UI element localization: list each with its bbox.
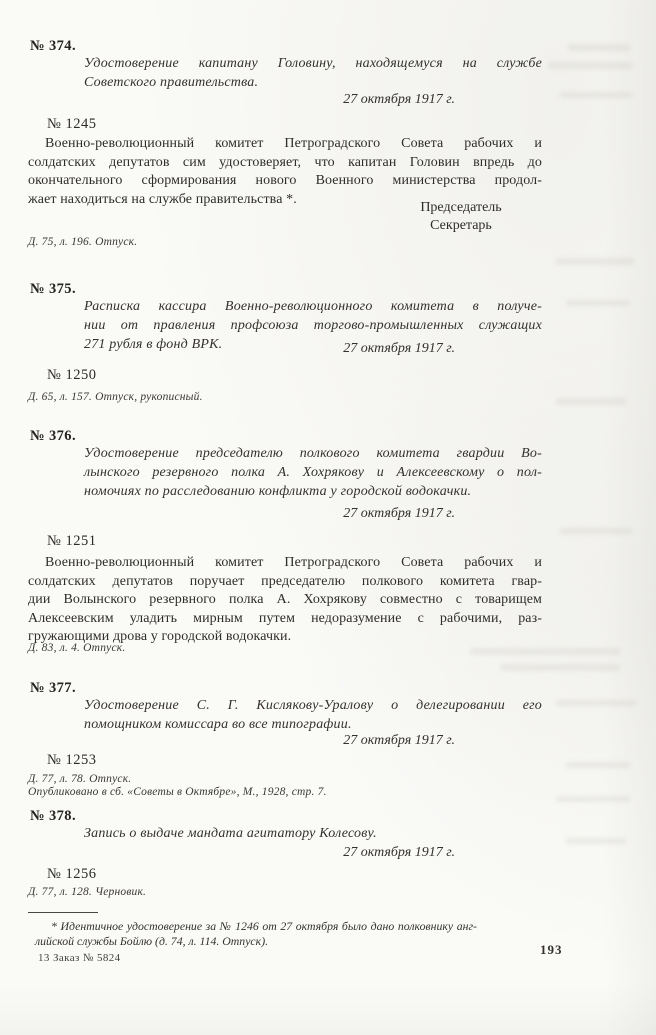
doc-body-line: жает находиться на службе правительства *. — [28, 191, 297, 207]
printer-imprint: 13 Заказ № 5824 — [38, 952, 121, 964]
doc-heading-line: Расписка кассира Военно-революционного комитета в получе- — [84, 299, 542, 314]
doc-heading-line: Удостоверение председателю полкового комитета гвардии Во- — [84, 446, 542, 461]
doc-number: № 375. — [30, 281, 76, 297]
doc-body-line: солдатских депутатов поручает председателю полкового комитета гвар- — [28, 573, 542, 589]
doc-body-line: Военно-революционный комитет Петроградского Совета рабочих и — [45, 555, 542, 570]
archive-reference: Д. 77, л. 128. Черновик. — [28, 886, 147, 898]
signature-chairman: Председатель — [420, 200, 502, 215]
footnote-separator — [28, 912, 98, 913]
archive-reference: Д. 77, л. 78. Отпуск. — [28, 773, 132, 785]
doc-heading-line: Запись о выдаче мандата агитатору Колесову. — [84, 826, 377, 841]
bleed-through-artifact — [560, 92, 632, 98]
doc-heading — [84, 696, 542, 734]
bleed-through-artifact — [566, 838, 626, 844]
bleed-through-artifact — [556, 796, 630, 802]
doc-heading-line: номочиях по расследованию конфликта у городской водокачки. — [84, 484, 472, 499]
doc-reg-number: № 1256 — [47, 866, 97, 882]
footnote-line: лийской службы Бойлю (д. 74, л. 114. Отпуск). — [35, 933, 269, 948]
publication-reference: Опубликовано в сб. «Советы в Октябре», М., 1928, стр. 7. — [28, 786, 327, 798]
doc-date: 27 октября 1917 г. — [343, 733, 455, 748]
archive-reference: Д. 83, л. 4. Отпуск. — [28, 642, 126, 654]
bleed-through-artifact — [556, 398, 626, 405]
bleed-through-artifact — [566, 762, 630, 768]
signature-block — [378, 199, 544, 235]
doc-reg-number: № 1251 — [47, 533, 97, 549]
footnote — [35, 919, 477, 948]
doc-date: 27 октября 1917 г. — [343, 92, 455, 107]
doc-heading-line: лынского резервного полка А. Хохрякову и Алексеевскому о пол- — [84, 465, 542, 480]
bleed-through-artifact — [470, 648, 620, 655]
doc-heading-line: Удостоверение С. Г. Кислякову-Уралову о делегировании его — [84, 698, 542, 713]
doc-heading — [84, 824, 542, 843]
doc-number: № 374. — [30, 38, 76, 54]
bleed-through-artifact — [560, 528, 632, 534]
doc-heading — [84, 444, 542, 501]
doc-heading-line: помощником комиссара во все типографии. — [84, 717, 352, 732]
doc-heading-line: Советского правительства. — [84, 75, 259, 90]
doc-date: 27 октября 1917 г. — [343, 341, 455, 356]
doc-reg-number: № 1253 — [47, 752, 97, 768]
doc-body-line: дии Волынского резервного полка А. Хохрякову совместно с товарищем — [28, 592, 542, 607]
doc-reg-number: № 1250 — [47, 367, 97, 383]
doc-number: № 376. — [30, 428, 76, 444]
doc-body — [28, 554, 542, 647]
doc-number: № 377. — [30, 680, 76, 696]
doc-number: № 378. — [30, 808, 76, 824]
doc-heading-line: Удостоверение капитану Головину, находящемуся на службе — [84, 56, 542, 71]
archive-reference: Д. 65, л. 157. Отпуск, рукописный. — [28, 391, 203, 403]
doc-body-line: окончательного сформирования нового Военного министерства продол- — [28, 173, 542, 188]
doc-reg-number: № 1245 — [47, 116, 97, 132]
doc-date: 27 октября 1917 г. — [343, 845, 455, 860]
page-number: 193 — [540, 942, 563, 957]
doc-heading-line: нии от правления профсоюза торгово-промышленных служащих — [84, 318, 542, 333]
doc-heading-line: 271 рубля в фонд ВРК. — [84, 337, 223, 352]
bleed-through-artifact — [566, 300, 630, 306]
signature-secretary: Секретарь — [430, 218, 492, 233]
doc-body-line: Военно-революционный комитет Петроградского Совета рабочих и — [45, 136, 542, 151]
bleed-through-artifact — [556, 258, 634, 265]
doc-body — [28, 135, 542, 209]
archive-reference: Д. 75, л. 196. Отпуск. — [28, 236, 138, 248]
bleed-through-artifact — [568, 44, 630, 51]
doc-body-line: солдатских депутатов сим удостоверяет, что капитан Головин впредь до — [28, 154, 542, 170]
doc-body-line: гружающими дрова у городской водокачки. — [28, 629, 292, 644]
doc-body-line: Алексеевским уладить мирным путем недоразумение с рабочими, раз- — [28, 610, 542, 626]
doc-date: 27 октября 1917 г. — [343, 506, 455, 521]
bleed-through-artifact — [556, 700, 636, 706]
bleed-through-artifact — [500, 664, 620, 671]
doc-heading — [84, 54, 542, 92]
bleed-through-artifact — [548, 62, 632, 69]
footnote-line: * Идентичное удостоверение за № 1246 от 27 октября было дано полковнику анг- — [51, 919, 477, 933]
